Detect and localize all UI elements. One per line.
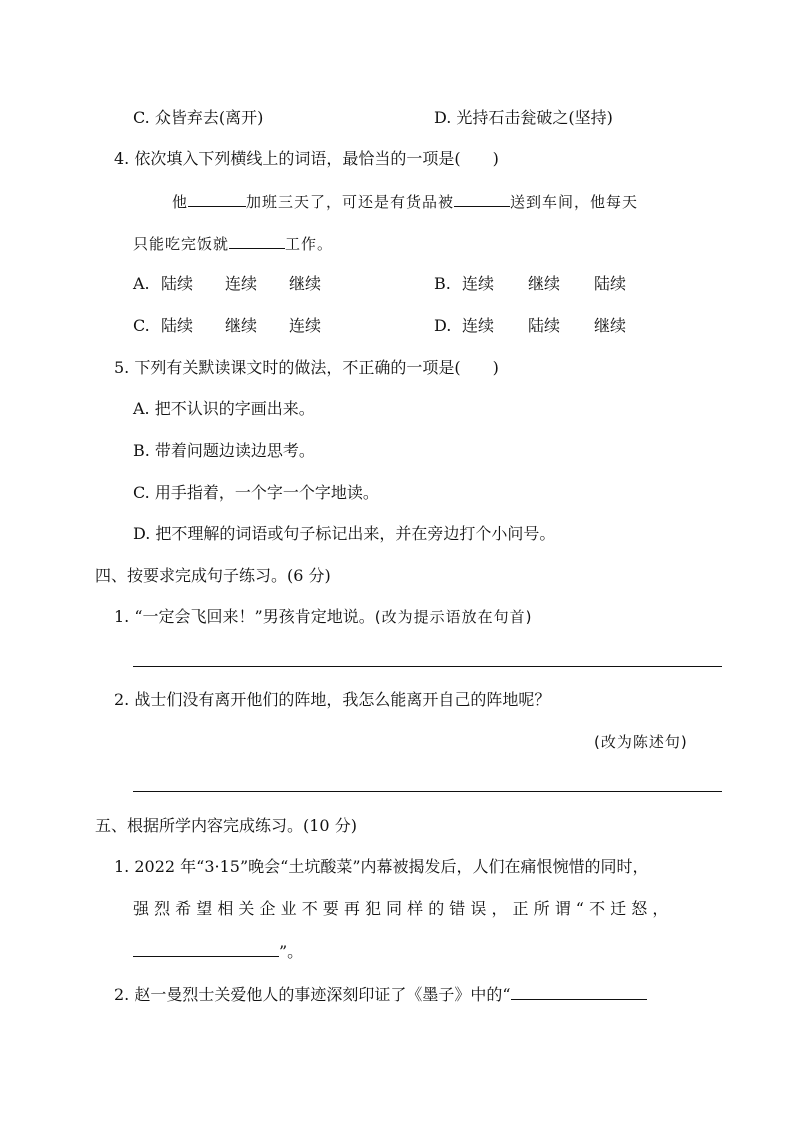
section5-q2 <box>114 983 647 1006</box>
option-label: B. <box>434 274 451 293</box>
section4-q1-text: 1. “一定会飞回来！”男孩肯定地说。 <box>114 607 375 626</box>
section4-title: 四、按要求完成句子练习。(6 分) <box>95 566 331 585</box>
q4-passage-part4: 只能吃完饭就 <box>133 235 230 253</box>
option-label: C. <box>133 316 150 335</box>
fill-blank-quote-2[interactable] <box>511 983 647 1000</box>
option-word: 继续 <box>225 316 258 335</box>
section4-q1 <box>114 606 532 628</box>
q5-option-a: A. 把不认识的字画出来。 <box>133 399 315 418</box>
q5-option-d: D. 把不理解的词语或句子标记出来，并在旁边打个小问号。 <box>133 524 556 543</box>
section5-title: 五、根据所学内容完成练习。(10 分) <box>95 816 357 835</box>
answer-line-2[interactable] <box>133 791 722 792</box>
section5-q1-line2: 强 烈 希 望 相 关 企 业 不 要 再 犯 同 样 的 错 误 ， 正 所 谓 “ 不 迁 怒 ， <box>133 899 669 918</box>
option-word: 连续 <box>289 316 322 335</box>
option-word: 连续 <box>462 316 495 335</box>
q4-stem: 4. 依次填入下列横线上的词语，最恰当的一项是( ) <box>114 149 499 168</box>
option-word: 连续 <box>462 274 495 293</box>
option-label: A. <box>133 274 150 293</box>
option-word: 继续 <box>289 274 322 293</box>
section5-q1-end: ”。 <box>279 942 304 961</box>
q4-passage-part5: 工作。 <box>285 235 334 253</box>
option-word: 陆续 <box>161 316 194 335</box>
q5-option-b: B. 带着问题边读边思考。 <box>133 441 315 460</box>
section5-q2-text: 2. 赵一曼烈士关爱他人的事迹深刻印证了《墨子》中的“ <box>114 985 511 1004</box>
q4-passage-part3: 送到车间，他每天 <box>510 193 639 211</box>
option-word: 陆续 <box>528 316 561 335</box>
fill-blank-quote-1[interactable] <box>133 940 279 957</box>
q4-passage-part2: 加班三天了，可还是有货品被 <box>246 193 455 211</box>
q3-option-d: D. 光持石击瓮破之(坚持) <box>434 108 613 127</box>
section4-q2-hint: (改为陈述句) <box>594 733 688 751</box>
option-word: 连续 <box>225 274 258 293</box>
q4-option-d <box>434 315 626 337</box>
option-word: 陆续 <box>594 274 627 293</box>
q4-passage-line2 <box>133 232 333 255</box>
option-word: 继续 <box>528 274 561 293</box>
section5-q1-line3 <box>133 940 303 963</box>
fill-blank-3[interactable] <box>229 232 285 249</box>
q4-passage-part1: 他 <box>172 193 189 211</box>
q5-option-c: C. 用手指着，一个字一个字地读。 <box>133 483 379 502</box>
section4-q2-text: 2. 战士们没有离开他们的阵地，我怎么能离开自己的阵地呢？ <box>114 690 551 709</box>
answer-line-1[interactable] <box>133 666 722 667</box>
option-word: 陆续 <box>161 274 194 293</box>
section5-q1-line1: 1. 2022 年“3·15”晚会“土坑酸菜”内幕被揭发后，人们在痛恨惋惜的同时， <box>114 857 649 876</box>
option-label: D. <box>434 316 452 335</box>
fill-blank-2[interactable] <box>454 190 510 207</box>
section4-q1-hint: (改为提示语放在句首) <box>374 608 533 626</box>
option-word: 继续 <box>594 316 627 335</box>
q4-option-c <box>133 315 321 337</box>
q4-passage-line1 <box>172 190 638 213</box>
q4-option-a <box>133 273 321 295</box>
q4-option-b <box>434 273 626 295</box>
q5-stem: 5. 下列有关默读课文时的做法，不正确的一项是( ) <box>114 358 499 377</box>
fill-blank-1[interactable] <box>188 190 246 207</box>
q3-option-c: C. 众皆弃去(离开) <box>133 108 264 127</box>
